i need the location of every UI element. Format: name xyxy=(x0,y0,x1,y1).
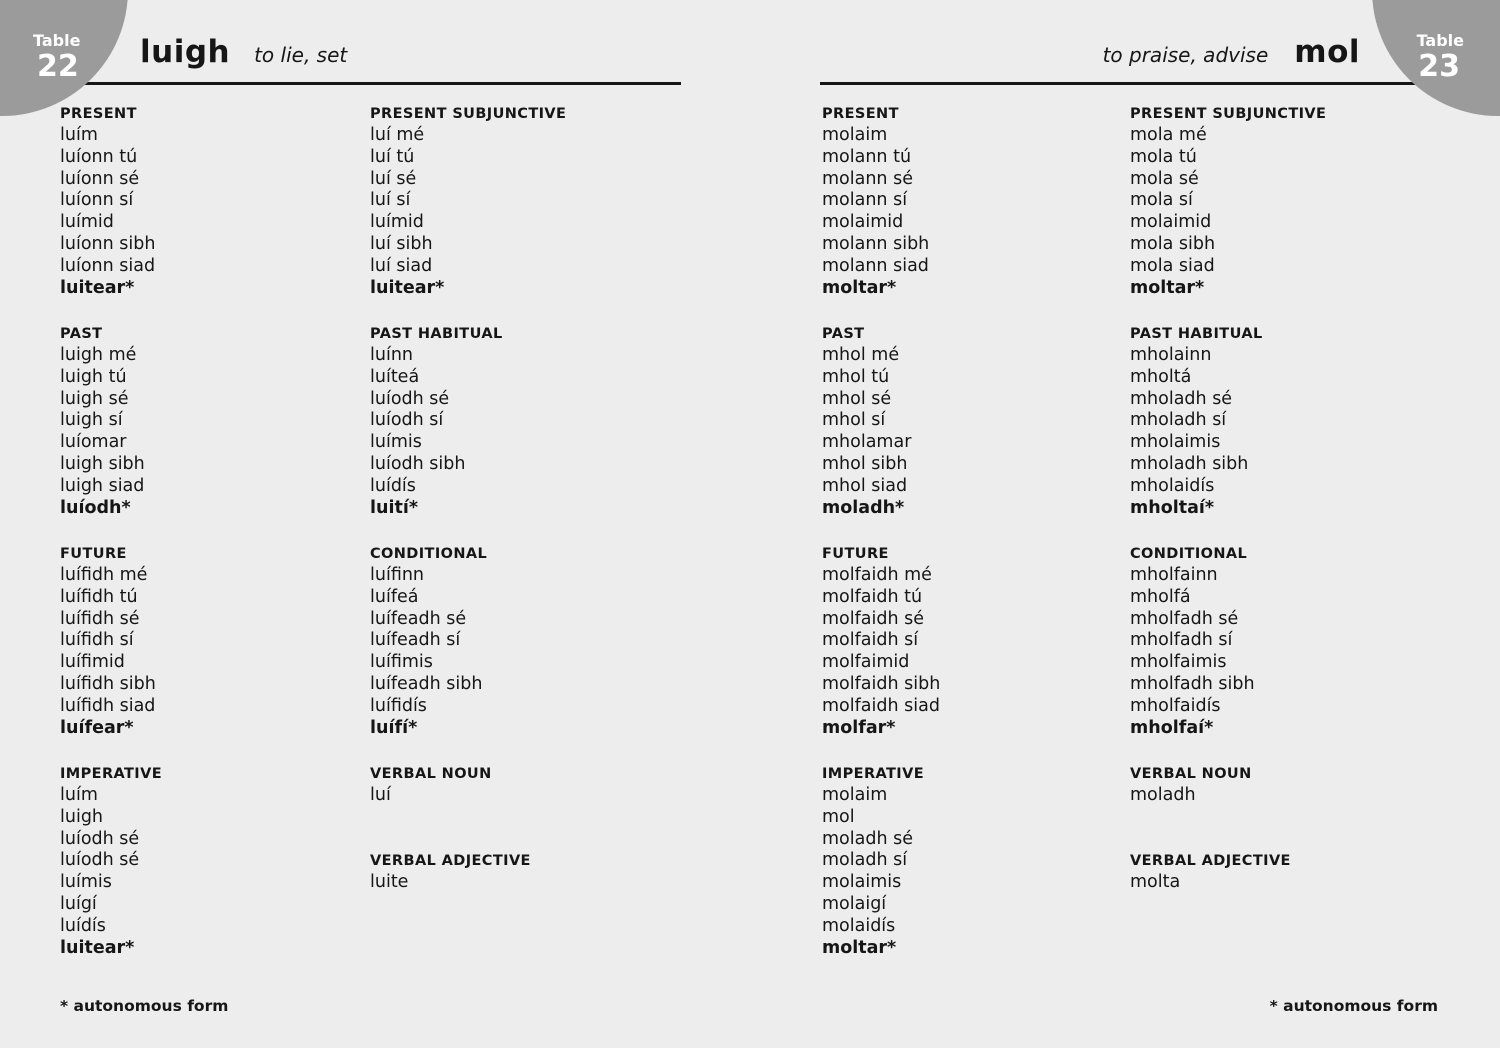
verb-form: molaigí xyxy=(822,893,887,914)
verb-form: mhol sibh xyxy=(822,453,908,474)
verb-form: molaidís xyxy=(822,915,896,936)
verb-form: luífidh tú xyxy=(60,586,138,607)
section-heading: IMPERATIVE xyxy=(60,766,163,782)
verb-form: moladh xyxy=(1130,785,1196,805)
verb-form: luigh xyxy=(60,806,104,827)
section-heading: PAST xyxy=(822,326,865,342)
section-heading: CONDITIONAL xyxy=(1130,546,1248,562)
tense-section xyxy=(60,104,362,324)
table-badge-number-right: 23 xyxy=(1418,49,1460,84)
tense-section xyxy=(60,324,362,544)
verb-form: mholaimis xyxy=(1130,432,1221,453)
tense-section xyxy=(822,324,1124,544)
verb-form: mholfá xyxy=(1130,586,1191,607)
verb-form: mola siad xyxy=(1130,255,1215,276)
verb-form: luífinn xyxy=(370,565,425,585)
verb-form: mholaidís xyxy=(1130,475,1215,496)
verb-form: luíonn tú xyxy=(60,146,138,167)
verb-form: luíonn siad xyxy=(60,255,156,276)
autonomous-form: moltar* xyxy=(822,937,897,958)
section-heading: PAST HABITUAL xyxy=(1130,326,1263,342)
section-heading: PRESENT xyxy=(60,106,137,122)
footnote-autonomous-right: * autonomous form xyxy=(1269,997,1438,1015)
verb-form: molaimis xyxy=(822,872,902,893)
verb-form: luífidh siad xyxy=(60,695,156,716)
verb-headword: mol xyxy=(1294,34,1360,70)
verb-form: luí sé xyxy=(370,168,417,189)
header-rule-left xyxy=(62,82,681,85)
autonomous-form: molfar* xyxy=(822,717,896,738)
tense-section xyxy=(1130,324,1432,544)
verb-form: luínn xyxy=(370,345,413,365)
verb-form: mhol sí xyxy=(822,410,886,431)
verb-form: mholadh sé xyxy=(1130,388,1233,409)
tense-section xyxy=(370,764,672,851)
verb-form: luífidh sibh xyxy=(60,673,156,694)
verb-form: mhol sé xyxy=(822,388,892,409)
verb-form: mholainn xyxy=(1130,345,1212,365)
autonomous-form: moltar* xyxy=(1130,277,1205,298)
verb-form: mholfadh sé xyxy=(1130,608,1239,629)
verb-form: luím xyxy=(60,125,98,145)
verb-form: luíonn sibh xyxy=(60,233,156,254)
page-header-left xyxy=(140,34,347,70)
verb-form: mola mé xyxy=(1130,125,1207,145)
verb-form: luímis xyxy=(60,872,112,893)
verb-form: luigh siad xyxy=(60,475,145,496)
verb-form: luite xyxy=(370,872,409,892)
tense-section xyxy=(60,764,362,984)
verb-form: luífimid xyxy=(60,652,125,673)
verb-form: mholamar xyxy=(822,432,912,453)
verb-form: luífidh sé xyxy=(60,608,140,629)
verb-form: luíodh sé xyxy=(60,850,140,871)
verb-form: molfaidh mé xyxy=(822,565,932,585)
verb-form: mholfadh sí xyxy=(1130,630,1233,651)
tense-section xyxy=(822,104,1124,324)
verb-form: luigh sé xyxy=(60,388,129,409)
tense-section xyxy=(1130,544,1432,764)
autonomous-form: mholtaí* xyxy=(1130,497,1215,518)
verb-form: luímid xyxy=(370,212,424,233)
section-heading: PAST xyxy=(60,326,103,342)
autonomous-form: luífí* xyxy=(370,717,418,738)
autonomous-form: mholfaí* xyxy=(1130,717,1214,738)
conjugation-column xyxy=(1130,104,1432,1048)
section-heading: IMPERATIVE xyxy=(822,766,925,782)
section-heading: FUTURE xyxy=(60,546,127,562)
conjugation-column xyxy=(60,104,362,984)
verb-form: mola tú xyxy=(1130,146,1197,167)
table-badge-label-left: Table xyxy=(33,31,81,50)
section-heading: PRESENT SUBJUNCTIVE xyxy=(1130,106,1327,122)
tense-section xyxy=(370,104,672,324)
autonomous-form: moltar* xyxy=(822,277,897,298)
conjugation-column xyxy=(370,104,672,1048)
section-heading: FUTURE xyxy=(822,546,889,562)
verb-form: mholfaimis xyxy=(1130,652,1227,673)
verb-form: luíodh sé xyxy=(370,388,450,409)
verb-form: molaimid xyxy=(822,212,904,233)
autonomous-form: luitear* xyxy=(60,937,135,958)
page-header-right xyxy=(1103,34,1360,70)
verb-form: luí sibh xyxy=(370,233,433,254)
verb-form: luíodh sí xyxy=(370,410,444,431)
header-rule-right xyxy=(820,82,1440,85)
verb-form: luígí xyxy=(60,893,97,914)
section-heading: PRESENT SUBJUNCTIVE xyxy=(370,106,567,122)
verb-form: mholadh sibh xyxy=(1130,453,1249,474)
autonomous-form: luífear* xyxy=(60,717,134,738)
verb-form: luídís xyxy=(60,915,106,936)
verb-form: luí xyxy=(370,785,391,805)
verb-form: molfaidh siad xyxy=(822,695,940,716)
verb-form: luífidh mé xyxy=(60,565,148,585)
section-heading: VERBAL NOUN xyxy=(370,766,492,782)
footnote-autonomous-left: * autonomous form xyxy=(60,997,229,1015)
autonomous-form: luitear* xyxy=(60,277,135,298)
verb-form: luífeá xyxy=(370,586,419,607)
verb-form: molann siad xyxy=(822,255,929,276)
section-heading: CONDITIONAL xyxy=(370,546,488,562)
verb-form: luigh tú xyxy=(60,366,127,387)
autonomous-form: moladh* xyxy=(822,497,905,518)
verb-form: mholadh sí xyxy=(1130,410,1227,431)
verb-form: mholfainn xyxy=(1130,565,1218,585)
verb-form: molta xyxy=(1130,872,1181,892)
verb-form: mholfaidís xyxy=(1130,695,1221,716)
verb-form: mholfadh sibh xyxy=(1130,673,1255,694)
verb-form: luímis xyxy=(370,432,422,453)
verb-form: mol xyxy=(822,806,855,827)
verb-form: mola sí xyxy=(1130,190,1193,211)
verb-form: molaim xyxy=(822,785,888,805)
verb-form: luífidh sí xyxy=(60,630,134,651)
autonomous-form: luíodh* xyxy=(60,497,131,518)
verb-form: moladh sé xyxy=(822,828,913,849)
tense-section xyxy=(1130,104,1432,324)
verb-form: luigh mé xyxy=(60,345,137,365)
tense-section xyxy=(1130,764,1432,851)
verb-form: luím xyxy=(60,785,98,805)
verb-form: molaimid xyxy=(1130,212,1212,233)
conjugation-column xyxy=(822,104,1124,984)
table-badge-number-left: 22 xyxy=(37,49,79,84)
verb-form: luigh sí xyxy=(60,410,123,431)
verb-form: mhol tú xyxy=(822,366,890,387)
tense-section xyxy=(822,764,1124,984)
tense-section xyxy=(822,544,1124,764)
verb-form: mhol siad xyxy=(822,475,908,496)
verb-form: mholtá xyxy=(1130,366,1192,387)
verb-headword: luigh xyxy=(140,34,231,70)
verb-form: molfaimid xyxy=(822,652,910,673)
verb-gloss: to lie, set xyxy=(254,43,348,67)
autonomous-form: luitear* xyxy=(370,277,445,298)
section-heading: VERBAL ADJECTIVE xyxy=(370,853,531,869)
verb-form: moladh sí xyxy=(822,850,908,871)
verb-form: luíodh sé xyxy=(60,828,140,849)
section-heading: VERBAL ADJECTIVE xyxy=(1130,853,1291,869)
verb-gloss: to praise, advise xyxy=(1102,43,1269,67)
verb-form: luíomar xyxy=(60,432,127,453)
section-heading: PRESENT xyxy=(822,106,899,122)
verb-form: luídís xyxy=(370,475,416,496)
verb-form: molfaidh sí xyxy=(822,630,919,651)
verb-form: molfaidh sé xyxy=(822,608,925,629)
verb-form: molfaidh tú xyxy=(822,586,923,607)
verb-form: luímid xyxy=(60,212,114,233)
verb-form: mhol mé xyxy=(822,345,900,365)
verb-form: mola sibh xyxy=(1130,233,1216,254)
verb-form: molann sé xyxy=(822,168,913,189)
verb-form: luífidís xyxy=(370,695,427,716)
verb-form: molfaidh sibh xyxy=(822,673,941,694)
verb-form: molann tú xyxy=(822,146,912,167)
tense-section xyxy=(370,324,672,544)
verb-form: molann sibh xyxy=(822,233,930,254)
section-heading: PAST HABITUAL xyxy=(370,326,503,342)
verb-form: molaim xyxy=(822,125,888,145)
verb-form: luíonn sí xyxy=(60,190,134,211)
verb-form: luí siad xyxy=(370,255,433,276)
verb-form: luífimis xyxy=(370,652,433,673)
verb-form: luíteá xyxy=(370,366,420,387)
verb-form: luífeadh sibh xyxy=(370,673,483,694)
verb-form: luífeadh sé xyxy=(370,608,467,629)
tense-section xyxy=(60,544,362,764)
verb-form: luí sí xyxy=(370,190,411,211)
verb-form: luí mé xyxy=(370,125,425,145)
table-badge-label-right: Table xyxy=(1416,31,1464,50)
verb-form: luífeadh sí xyxy=(370,630,461,651)
tense-section xyxy=(1130,851,1432,1048)
verb-form: luíodh sibh xyxy=(370,453,466,474)
verb-form: molann sí xyxy=(822,190,908,211)
verb-form: mola sé xyxy=(1130,168,1199,189)
section-heading: VERBAL NOUN xyxy=(1130,766,1252,782)
verb-form: luigh sibh xyxy=(60,453,145,474)
verb-form: luí tú xyxy=(370,146,415,167)
tense-section xyxy=(370,544,672,764)
tense-section xyxy=(370,851,672,1048)
autonomous-form: luití* xyxy=(370,497,418,518)
verb-form: luíonn sé xyxy=(60,168,140,189)
